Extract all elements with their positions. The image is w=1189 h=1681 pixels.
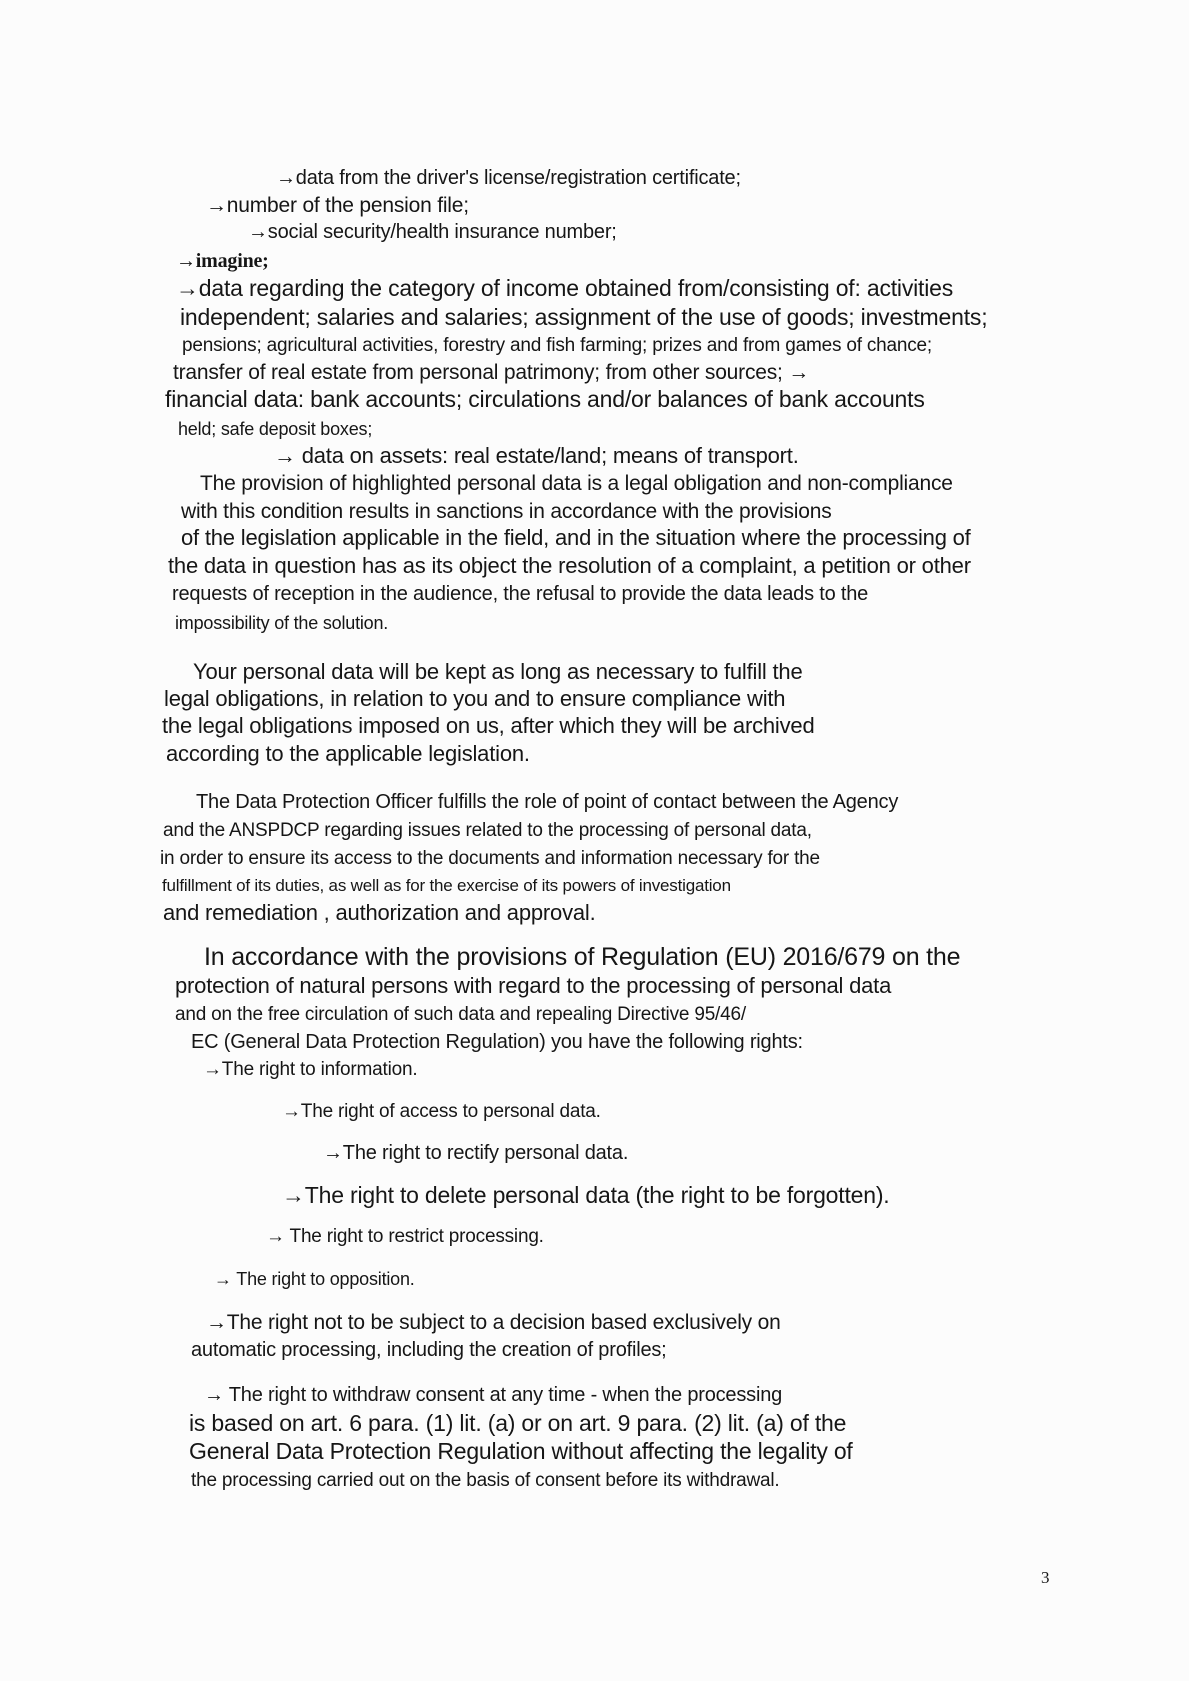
page-number: 3 xyxy=(1041,1568,1050,1587)
text-line: The provision of highlighted personal data is a legal obligation and non-compliance xyxy=(200,472,953,495)
text-line: impossibility of the solution. xyxy=(175,613,389,633)
right-item: the processing carried out on the basis of consent before its withdrawal. xyxy=(191,1470,780,1491)
text-line: legal obligations, in relation to you and to ensure compliance with xyxy=(164,686,786,711)
text-line: according to the applicable legislation. xyxy=(166,741,530,766)
text-line: the data in question has as its object the resolution of a complaint, a petition or other xyxy=(168,553,971,578)
text-line: and the ANSPDCP regarding issues related to the processing of personal data, xyxy=(163,820,812,841)
right-item: →The right to delete personal data (the right to be forgotten). xyxy=(282,1182,890,1208)
list-item: →social security/health insurance number; xyxy=(248,221,617,243)
right-item: → The right to restrict processing. xyxy=(266,1226,544,1247)
text-line: requests of reception in the audience, the refusal to provide the data leads to the xyxy=(172,583,869,605)
text-line: of the legislation applicable in the field, and in the situation where the processing of xyxy=(181,525,971,550)
list-item: held; safe deposit boxes; xyxy=(178,419,373,439)
list-item: →imagine; xyxy=(176,250,269,272)
list-item: independent; salaries and salaries; assignment of the use of goods; investments; xyxy=(180,304,988,330)
right-item: is based on art. 6 para. (1) lit. (a) or on art. 9 para. (2) lit. (a) of the xyxy=(189,1410,847,1436)
text-line: fulfillment of its duties, as well as for the exercise of its powers of investigation xyxy=(162,876,731,895)
text-line: the legal obligations imposed on us, after which they will be archived xyxy=(162,713,815,738)
right-item: →The right of access to personal data. xyxy=(282,1101,601,1122)
right-item: automatic processing, including the creation of profiles; xyxy=(191,1339,667,1361)
list-item: →data from the driver's license/registration certificate; xyxy=(276,167,741,189)
text-line: and on the free circulation of such data and repealing Directive 95/46/ xyxy=(175,1004,746,1025)
list-item: pensions; agricultural activities, forestry and fish farming; prizes and from games of chance; xyxy=(182,335,932,356)
list-item: financial data: bank accounts; circulations and/or balances of bank accounts xyxy=(165,386,925,412)
text-line: EC (General Data Protection Regulation) you have the following rights: xyxy=(191,1031,803,1053)
list-item: → data on assets: real estate/land; means of transport. xyxy=(274,443,799,468)
text-line: and remediation , authorization and approval. xyxy=(163,900,596,925)
text-line: Your personal data will be kept as long as necessary to fulfill the xyxy=(193,659,803,684)
list-item: →number of the pension file; xyxy=(206,194,469,217)
text-line: protection of natural persons with regard to the processing of personal data xyxy=(175,973,892,998)
right-item: →The right to information. xyxy=(203,1059,418,1080)
text-line: in order to ensure its access to the documents and information necessary for the xyxy=(160,848,820,869)
right-item: → The right to withdraw consent at any time - when the processing xyxy=(204,1384,783,1406)
right-item: →The right to rectify personal data. xyxy=(323,1142,629,1164)
right-item: General Data Protection Regulation without affecting the legality of xyxy=(189,1438,853,1464)
list-item: transfer of real estate from personal patrimony; from other sources; → xyxy=(173,361,810,384)
right-item: → The right to opposition. xyxy=(214,1269,415,1289)
text-line: The Data Protection Officer fulfills the role of point of contact between the Agency xyxy=(196,791,899,813)
list-item: →data regarding the category of income obtained from/consisting of: activities xyxy=(176,275,954,301)
text-line: In accordance with the provisions of Regulation (EU) 2016/679 on the xyxy=(204,943,961,971)
text-line: with this condition results in sanctions in accordance with the provisions xyxy=(181,500,832,523)
right-item: →The right not to be subject to a decision based exclusively on xyxy=(206,1311,781,1334)
